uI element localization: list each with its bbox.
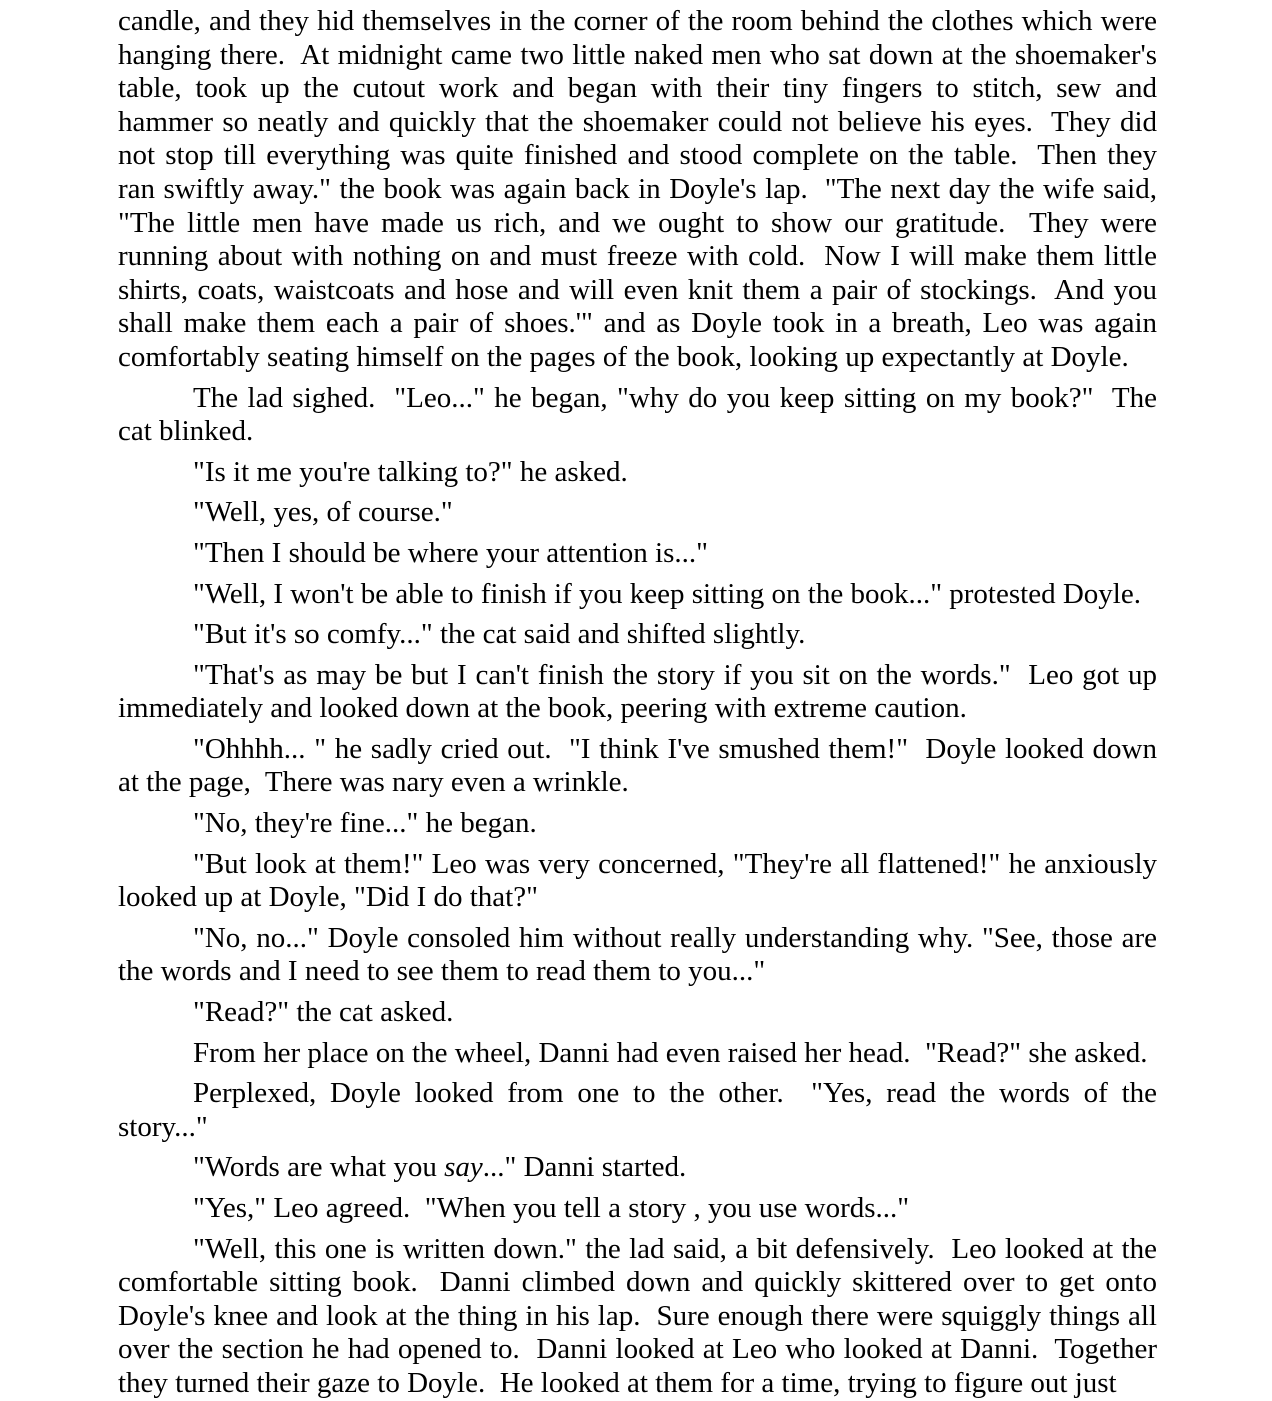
text-run: "Then I should be where your attention is..." bbox=[193, 536, 708, 569]
text-run: "No, no..." Doyle consoled him without really understanding why. "See, those are the words and I need to see them to read them to you..." bbox=[118, 921, 1157, 988]
text-run: From her place on the wheel, Danni had even raised her head. "Read?" she asked. bbox=[193, 1036, 1148, 1069]
text-run: "Read?" the cat asked. bbox=[193, 996, 454, 1029]
text-run: The lad sighed. "Leo..." he began, "why do you keep sitting on my book?" The cat blinked. bbox=[118, 381, 1157, 448]
story-paragraph bbox=[118, 996, 1157, 1030]
text-run: Perplexed, Doyle looked from one to the other. "Yes, read the words of the story..." bbox=[118, 1077, 1157, 1143]
story-paragraph bbox=[118, 382, 1157, 449]
text-run: "But look at them!" Leo was very concerned, "They're all flattened!" he anxiously looked up at Doyle, "Did I do that?" bbox=[118, 847, 1157, 914]
text-run: "Well, yes, of course." bbox=[193, 496, 453, 529]
story-paragraph bbox=[118, 618, 1157, 652]
text-run: ..." Danni started. bbox=[482, 1151, 687, 1184]
text-run: "Well, this one is written down." the lad said, a bit defensively. Leo looked at the comfortable sitting book. Danni climbed down and quickly skittered over to get onto Doyle's knee and look at the thing in his lap. Sure enough there were squiggly things all over the section he had opened to. Danni looked at Leo who looked at Danni. Together they turned their gaze to Doyle. He looked at them for a time, trying to figure out just bbox=[118, 1232, 1157, 1399]
text-run: "That's as may be but I can't finish the story if you sit on the words." Leo got up immediately and looked down at the book, peering with extreme caution. bbox=[118, 658, 1157, 725]
text-run: "Is it me you're talking to?" he asked. bbox=[193, 455, 628, 488]
story-paragraph bbox=[118, 1233, 1157, 1401]
text-run: "Ohhhh... " he sadly cried out. "I think I've smushed them!" Doyle looked down at the page, There was nary even a wrinkle. bbox=[118, 732, 1157, 799]
story-paragraph bbox=[118, 496, 1157, 530]
story-text-column bbox=[118, 5, 1157, 1401]
story-paragraph bbox=[118, 807, 1157, 841]
story-paragraph bbox=[118, 733, 1157, 800]
story-paragraph bbox=[118, 1151, 1157, 1185]
story-paragraph bbox=[118, 1037, 1157, 1071]
story-paragraph bbox=[118, 578, 1157, 612]
italic-text-run: say bbox=[444, 1151, 483, 1184]
story-paragraph bbox=[118, 659, 1157, 726]
text-run: "Words are what you bbox=[193, 1151, 445, 1184]
story-paragraph bbox=[118, 848, 1157, 915]
text-run: "Well, I won't be able to finish if you keep sitting on the book..." protested Doyle. bbox=[193, 577, 1141, 610]
text-run: candle, and they hid themselves in the corner of the room behind the clothes which were hanging there. At midnight came two little naked men who sat down at the shoemaker's table, took up the cutout work and began with their tiny fingers to stitch, sew and hammer so neatly and quickly that the shoemaker could not believe his eyes. They did not stop till everything was quite finished and stood complete on the table. Then they ran swiftly away." the book was again back in Doyle's lap. "The next day the wife said, "The little men have made us rich, and we ought to show our gratitude. They were running about with nothing on and must freeze with cold. Now I will make them little shirts, coats, waistcoats and hose and will even knit them a pair of stockings. And you shall make them each a pair of shoes.'" and as Doyle took in a breath, Leo was again comfortably seating himself on the pages of the book, looking up expectantly at Doyle. bbox=[118, 5, 1157, 373]
story-paragraph bbox=[118, 537, 1157, 571]
text-run: "Yes," Leo agreed. "When you tell a story , you use words..." bbox=[193, 1192, 910, 1224]
story-paragraph bbox=[118, 1192, 1157, 1226]
story-paragraph bbox=[118, 1077, 1157, 1144]
text-run: "But it's so comfy..." the cat said and shifted slightly. bbox=[193, 618, 806, 651]
story-paragraph bbox=[118, 922, 1157, 989]
story-paragraph bbox=[118, 5, 1157, 375]
story-paragraph bbox=[118, 456, 1157, 490]
text-run: "No, they're fine..." he began. bbox=[193, 807, 537, 840]
